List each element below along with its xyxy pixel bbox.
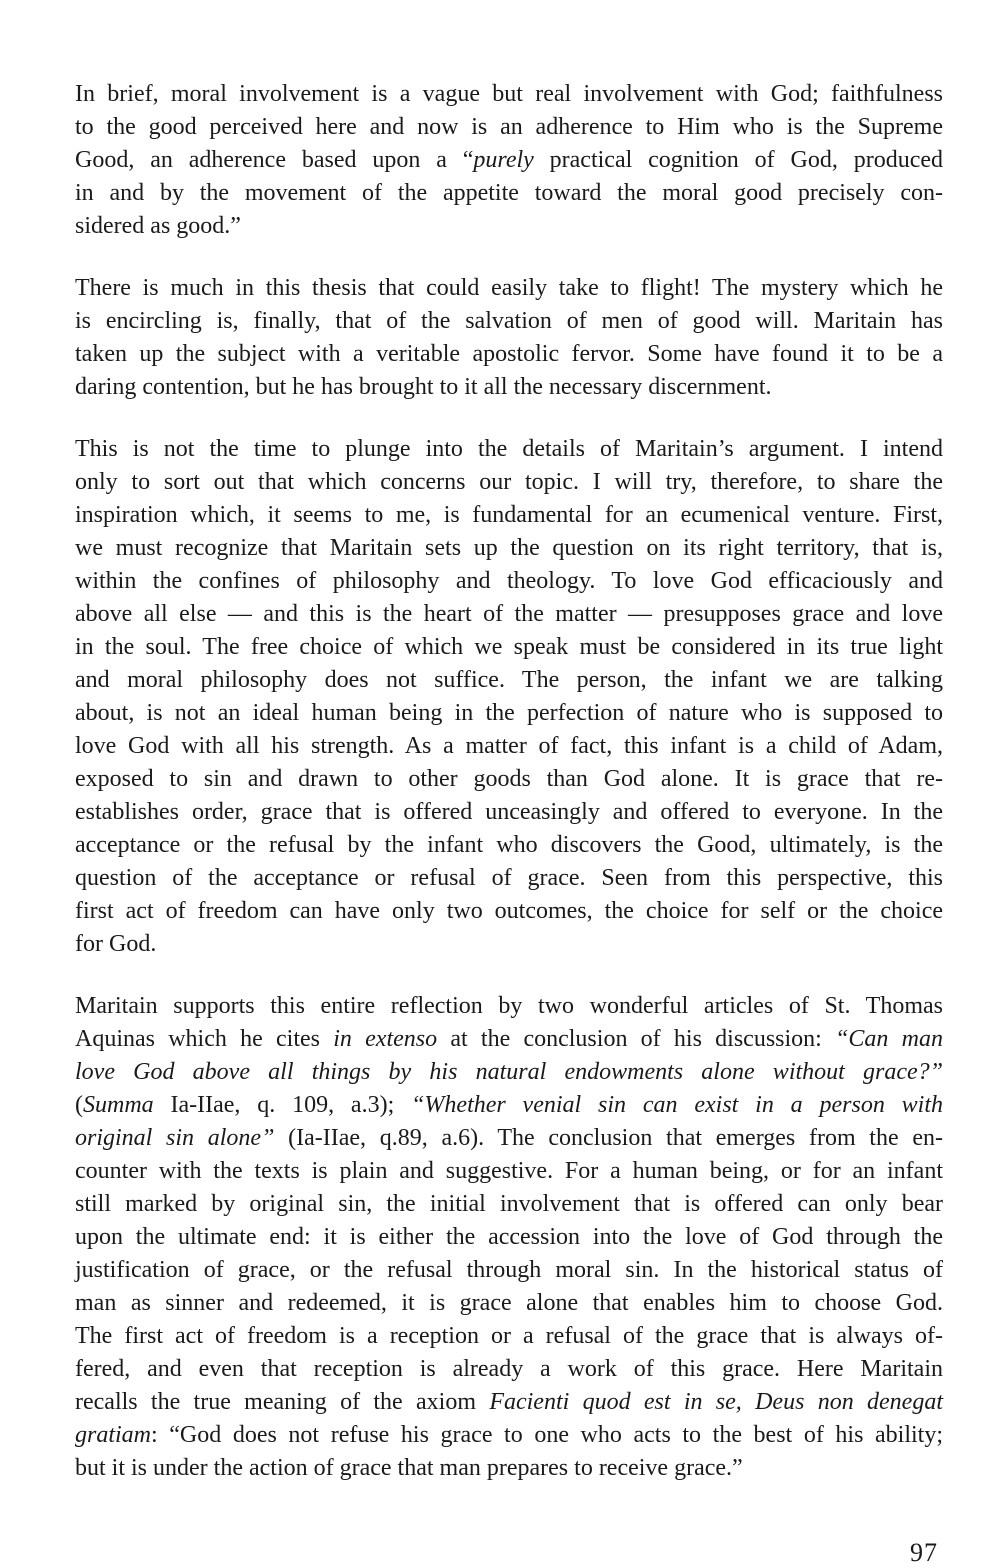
text-run: exposed to sin and drawn to other goods than God alone. It is grace that re- bbox=[75, 766, 943, 792]
text-run: about, is not an ideal human being in the perfection of nature who is supposed to bbox=[75, 700, 943, 726]
text-run: but it is under the action of grace that man prepares to receive grace.” bbox=[75, 1455, 743, 1481]
page-body bbox=[75, 78, 943, 1514]
italic-text: “Whether venial sin can exist in a person with bbox=[411, 1092, 943, 1118]
text-run: is encircling is, finally, that of the salvation of men of good will. Maritain has bbox=[75, 308, 943, 334]
text-line bbox=[75, 730, 943, 763]
text-run: The first act of freedom is a reception or a refusal of the grace that is always of- bbox=[75, 1323, 943, 1349]
text-run: In brief, moral involvement is a vague but real involvement with God; faithfulness bbox=[75, 81, 943, 107]
text-run: establishes order, grace that is offered unceasingly and offered to everyone. In the bbox=[75, 799, 943, 825]
text-line bbox=[75, 1254, 943, 1287]
text-run: and moral philosophy does not suffice. The person, the infant we are talking bbox=[75, 667, 943, 693]
text-run: within the confines of philosophy and theology. To love God efficaciously and bbox=[75, 568, 943, 594]
text-run: in the soul. The free choice of which we speak must be considered in its true light bbox=[75, 634, 943, 660]
text-line bbox=[75, 895, 943, 928]
text-run: in and by the movement of the appetite toward the moral good precisely con- bbox=[75, 180, 943, 206]
italic-text: love God above all things by his natural endowments alone without grace?” bbox=[75, 1059, 943, 1085]
text-run: upon the ultimate end: it is either the accession into the love of God through the bbox=[75, 1224, 943, 1250]
text-run: question of the acceptance or refusal of grace. Seen from this perspective, this bbox=[75, 865, 943, 891]
text-line bbox=[75, 1056, 943, 1089]
text-line bbox=[75, 338, 943, 371]
text-line bbox=[75, 1287, 943, 1320]
text-line bbox=[75, 144, 943, 177]
italic-text: “Can man bbox=[835, 1026, 944, 1052]
text-line bbox=[75, 763, 943, 796]
text-run: justification of grace, or the refusal through moral sin. In the historical status of bbox=[75, 1257, 943, 1283]
text-line bbox=[75, 177, 943, 210]
text-line bbox=[75, 78, 943, 111]
text-line bbox=[75, 1155, 943, 1188]
text-run: Maritain supports this entire reflection by two wonderful articles of St. Thomas bbox=[75, 993, 943, 1019]
text-line bbox=[75, 111, 943, 144]
paragraph bbox=[75, 272, 943, 404]
italic-text: purely bbox=[473, 147, 534, 173]
text-run: Good, an adherence based upon a “ bbox=[75, 147, 474, 173]
text-line bbox=[75, 1419, 943, 1452]
text-line bbox=[75, 1452, 943, 1485]
text-run: counter with the texts is plain and suggestive. For a human being, or for an infant bbox=[75, 1158, 943, 1184]
text-line bbox=[75, 532, 943, 565]
text-line bbox=[75, 664, 943, 697]
text-line bbox=[75, 990, 943, 1023]
text-run: first act of freedom can have only two outcomes, the choice for self or the choice bbox=[75, 898, 943, 924]
text-line bbox=[75, 829, 943, 862]
text-run: taken up the subject with a veritable apostolic fervor. Some have found it to be a bbox=[75, 341, 943, 367]
paragraph bbox=[75, 433, 943, 961]
text-run: acceptance or the refusal by the infant who discovers the Good, ultimately, is the bbox=[75, 832, 943, 858]
text-run: : “God does not refuse his grace to one who acts to the best of his ability; bbox=[151, 1422, 943, 1448]
paragraph bbox=[75, 78, 943, 243]
text-run: (Ia-IIae, q.89, a.6). The conclusion that emerges from the en- bbox=[274, 1125, 943, 1151]
text-line bbox=[75, 272, 943, 305]
text-run: sidered as good.” bbox=[75, 213, 241, 239]
text-line bbox=[75, 565, 943, 598]
text-line bbox=[75, 1089, 943, 1122]
paragraph bbox=[75, 990, 943, 1485]
text-run: still marked by original sin, the initial involvement that is offered can only bear bbox=[75, 1191, 943, 1217]
text-run: only to sort out that which concerns our topic. I will try, therefore, to share the bbox=[75, 469, 943, 495]
text-line bbox=[75, 928, 943, 961]
text-line bbox=[75, 1122, 943, 1155]
text-line bbox=[75, 1023, 943, 1056]
text-run: we must recognize that Maritain sets up the question on its right territory, that is, bbox=[75, 535, 943, 561]
text-line bbox=[75, 598, 943, 631]
italic-text: original sin alone” bbox=[75, 1125, 275, 1151]
text-run: to the good perceived here and now is an adherence to Him who is the Supreme bbox=[75, 114, 943, 140]
text-line bbox=[75, 631, 943, 664]
text-run: fered, and even that reception is already a work of this grace. Here Maritain bbox=[75, 1356, 943, 1382]
text-line bbox=[75, 1386, 943, 1419]
text-line bbox=[75, 1188, 943, 1221]
italic-text: Summa bbox=[83, 1092, 154, 1118]
text-run: This is not the time to plunge into the details of Maritain’s argument. I intend bbox=[75, 436, 943, 462]
italic-text: in extenso bbox=[333, 1026, 438, 1052]
text-line bbox=[75, 210, 943, 243]
text-run: man as sinner and redeemed, it is grace alone that enables him to choose God. bbox=[75, 1290, 943, 1316]
text-line bbox=[75, 305, 943, 338]
text-run: love God with all his strength. As a matter of fact, this infant is a child of Adam, bbox=[75, 733, 943, 759]
text-run: practical cognition of God, produced bbox=[533, 147, 943, 173]
text-line bbox=[75, 1353, 943, 1386]
page-number: 97 bbox=[910, 1538, 938, 1567]
text-line bbox=[75, 862, 943, 895]
text-run: Ia-IIae, q. 109, a.3); bbox=[153, 1092, 412, 1118]
text-line bbox=[75, 499, 943, 532]
text-line bbox=[75, 697, 943, 730]
text-line bbox=[75, 1320, 943, 1353]
text-line bbox=[75, 796, 943, 829]
text-line bbox=[75, 371, 943, 404]
text-run: recalls the true meaning of the axiom bbox=[75, 1389, 490, 1415]
text-line bbox=[75, 466, 943, 499]
text-line bbox=[75, 1221, 943, 1254]
text-run: above all else — and this is the heart of the matter — presupposes grace and love bbox=[75, 601, 943, 627]
text-line bbox=[75, 433, 943, 466]
text-run: Aquinas which he cites bbox=[75, 1026, 334, 1052]
text-run: There is much in this thesis that could easily take to flight! The mystery which he bbox=[75, 275, 943, 301]
text-run: daring contention, but he has brought to it all the necessary discernment. bbox=[75, 374, 772, 400]
italic-text: gratiam bbox=[75, 1422, 152, 1448]
text-run: for God. bbox=[75, 931, 157, 957]
italic-text: Facienti quod est in se, Deus non denegat bbox=[489, 1389, 944, 1415]
text-run: at the conclusion of his discussion: bbox=[437, 1026, 836, 1052]
text-run: inspiration which, it seems to me, is fundamental for an ecumenical venture. First, bbox=[75, 502, 943, 528]
text-run: ( bbox=[75, 1092, 83, 1118]
